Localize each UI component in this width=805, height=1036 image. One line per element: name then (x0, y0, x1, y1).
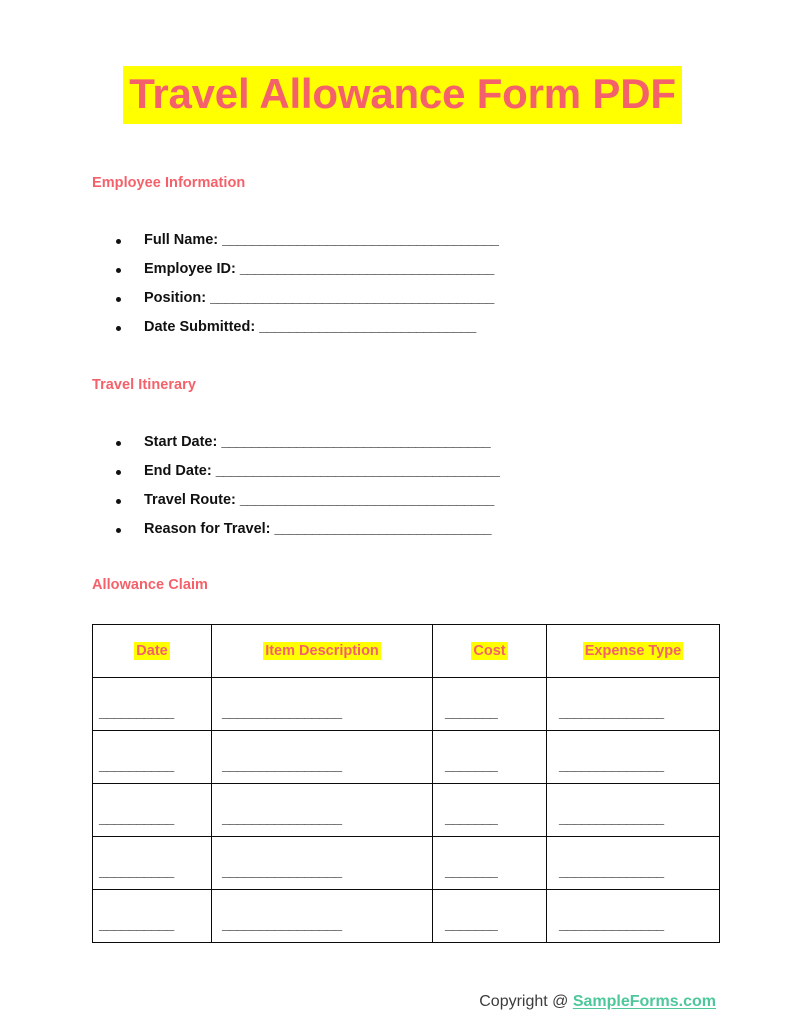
document-title-text: Travel Allowance Form PDF (123, 66, 682, 124)
field-label-end-date: End Date: (144, 463, 212, 479)
table-cell-expense-type[interactable] (547, 890, 720, 943)
table-cell-cost[interactable] (433, 731, 547, 784)
field-rule-end-date[interactable]: ______________________________________ (215, 463, 500, 479)
field-label-travel-route: Travel Route: (144, 492, 236, 508)
table-cell-expense-type[interactable] (547, 731, 720, 784)
field-rule-employee-id[interactable]: __________________________________ (239, 261, 494, 277)
table-column-header-item-description-label: Item Description (265, 643, 379, 659)
list-item (108, 231, 498, 250)
table-row (93, 890, 720, 943)
page-title (0, 66, 805, 124)
table-cell-cost[interactable] (433, 784, 547, 837)
table-column-header-expense-type (547, 625, 720, 678)
list-item (108, 520, 499, 539)
cell-rule: __________ (99, 705, 174, 721)
table-cell-item-description[interactable] (212, 890, 433, 943)
table-cell-date[interactable] (93, 837, 212, 890)
field-label-start-date: Start Date: (144, 434, 218, 450)
table-column-header-date-label: Date (136, 643, 168, 659)
cell-rule: _______ (445, 705, 498, 721)
cell-rule: ________________ (222, 811, 342, 827)
cell-rule: _______ (445, 758, 498, 774)
field-rule-full-name[interactable]: _____________________________________ (222, 232, 499, 248)
table-row (93, 784, 720, 837)
list-item (108, 462, 499, 481)
list-item (108, 318, 498, 337)
table-column-header-item-description (212, 625, 433, 678)
table-row (93, 731, 720, 784)
table-cell-date[interactable] (93, 784, 212, 837)
table-header-row (93, 625, 720, 678)
field-label-date-submitted: Date Submitted: (144, 319, 256, 335)
cell-rule: ______________ (559, 864, 664, 880)
cell-rule: ________________ (222, 917, 342, 933)
table-cell-cost[interactable] (433, 678, 547, 731)
cell-rule: _______ (445, 811, 498, 827)
cell-rule: __________ (99, 811, 174, 827)
cell-rule: _______ (445, 917, 498, 933)
table-column-header-date (93, 625, 212, 678)
table-column-header-cost (433, 625, 547, 678)
list-item (108, 491, 499, 510)
field-rule-date-submitted[interactable]: _____________________________ (259, 319, 476, 335)
table-row (93, 837, 720, 890)
list-item (108, 260, 498, 279)
table-cell-date[interactable] (93, 890, 212, 943)
field-rule-start-date[interactable]: ____________________________________ (221, 434, 491, 450)
field-label-employee-id: Employee ID: (144, 261, 236, 277)
table-cell-date[interactable] (93, 678, 212, 731)
field-rule-travel-route[interactable]: __________________________________ (239, 492, 494, 508)
cell-rule: ______________ (559, 811, 664, 827)
list-item (108, 433, 499, 452)
cell-rule: _______ (445, 864, 498, 880)
table-cell-item-description[interactable] (212, 731, 433, 784)
table-cell-expense-type[interactable] (547, 678, 720, 731)
table-cell-item-description[interactable] (212, 784, 433, 837)
footer-copyright-prefix: Copyright @ (479, 993, 573, 1010)
section-heading-employee-information: Employee Information (92, 175, 246, 191)
footer-brand-link[interactable]: SampleForms.com (572, 993, 716, 1010)
section-heading-travel-itinerary: Travel Itinerary (92, 377, 196, 393)
table-cell-cost[interactable] (433, 890, 547, 943)
footer-copyright (479, 993, 716, 1011)
cell-rule: ________________ (222, 758, 342, 774)
cell-rule: ______________ (559, 917, 664, 933)
field-label-full-name: Full Name: (144, 232, 219, 248)
table-column-header-expense-type-label: Expense Type (584, 643, 682, 659)
table-cell-cost[interactable] (433, 837, 547, 890)
travel-itinerary-field-list (108, 433, 499, 539)
employee-information-field-list (108, 231, 498, 337)
field-rule-position[interactable]: ______________________________________ (210, 290, 494, 306)
table-cell-date[interactable] (93, 731, 212, 784)
cell-rule: __________ (99, 864, 174, 880)
cell-rule: ______________ (559, 758, 664, 774)
field-label-position: Position: (144, 290, 207, 306)
table-cell-item-description[interactable] (212, 837, 433, 890)
cell-rule: ________________ (222, 864, 342, 880)
section-heading-allowance-claim: Allowance Claim (92, 577, 208, 593)
field-label-reason-for-travel: Reason for Travel: (144, 521, 271, 537)
table-cell-expense-type[interactable] (547, 837, 720, 890)
allowance-claim-table (92, 624, 720, 943)
table-cell-item-description[interactable] (212, 678, 433, 731)
table-column-header-cost-label: Cost (473, 643, 506, 659)
cell-rule: ________________ (222, 705, 342, 721)
cell-rule: __________ (99, 917, 174, 933)
field-rule-reason-for-travel[interactable]: _____________________________ (274, 521, 492, 537)
table-cell-expense-type[interactable] (547, 784, 720, 837)
cell-rule: __________ (99, 758, 174, 774)
list-item (108, 289, 498, 308)
table-row (93, 678, 720, 731)
cell-rule: ______________ (559, 705, 664, 721)
